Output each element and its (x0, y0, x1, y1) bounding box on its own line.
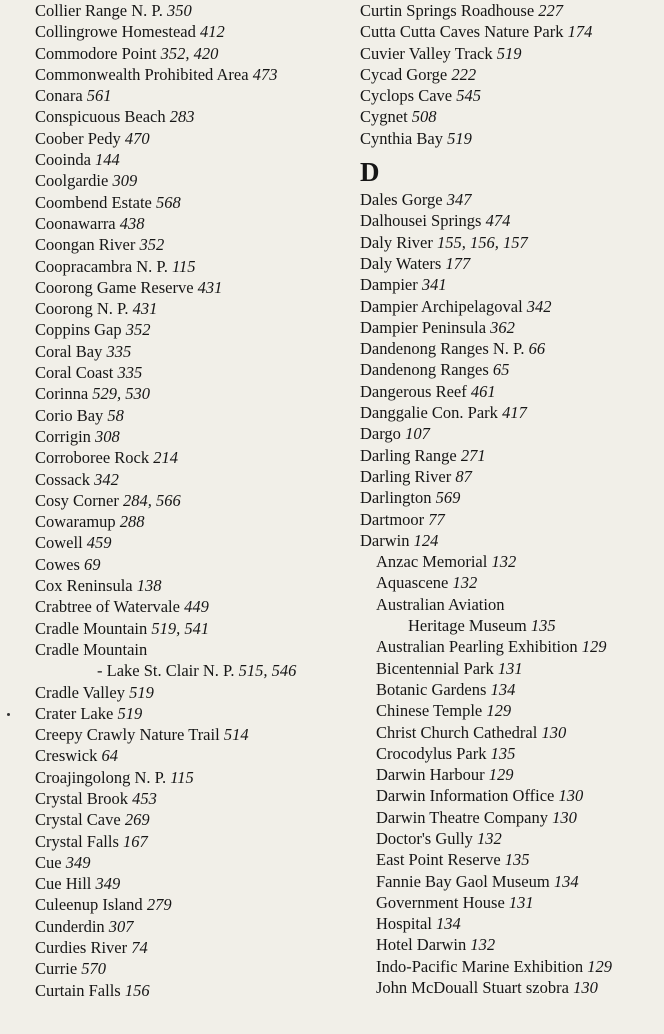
entry-pages: 284, 566 (123, 490, 181, 510)
entry-name: Corinna (35, 384, 89, 404)
entry-name: Darwin Harbour (376, 765, 485, 785)
entry-pages: 124 (413, 530, 439, 550)
entry-pages: 227 (538, 1, 564, 20)
index-entry (360, 679, 660, 700)
entry-pages: 519 (129, 682, 154, 702)
entry-pages: 132 (477, 828, 502, 848)
index-entry (35, 319, 345, 340)
entry-name: Daly River (360, 232, 433, 252)
index-entry (35, 788, 345, 809)
entry-name: Dartmoor (360, 509, 425, 529)
entry-pages: 58 (107, 405, 124, 425)
index-entry (35, 490, 345, 511)
entry-name: Darwin Theatre Company (376, 807, 548, 827)
entry-pages: 470 (124, 128, 150, 148)
index-entry (360, 764, 660, 785)
entry-pages: 132 (491, 552, 517, 572)
entry-pages: 74 (131, 938, 148, 958)
entry-name: Cradle Mountain (35, 618, 148, 638)
entry-pages: 349 (95, 874, 121, 894)
entry-pages: 131 (508, 892, 534, 912)
index-entry (35, 958, 345, 979)
entry-pages: 362 (490, 317, 515, 337)
entry-name: Doctor's Gully (376, 828, 473, 848)
index-entry (360, 509, 660, 530)
index-entry (35, 660, 345, 681)
entry-name: Cowell (35, 533, 83, 553)
entry-name: Dampier (360, 275, 418, 295)
section-letter-d: D (360, 157, 380, 188)
index-entry (35, 213, 345, 234)
entry-name: Dandenong Ranges (360, 360, 489, 380)
index-entry (360, 466, 660, 487)
entry-name: Coonawarra (35, 213, 116, 233)
entry-pages: 474 (485, 211, 511, 231)
entry-name: Daly Waters (360, 253, 442, 273)
index-entry (35, 64, 345, 85)
entry-pages: 335 (117, 363, 143, 383)
entry-name: Cynthia Bay (360, 128, 443, 148)
entry-name: Aquascene (376, 573, 449, 593)
index-entry (360, 210, 660, 231)
index-group-c-continued (360, 0, 660, 149)
entry-pages: 307 (108, 916, 134, 936)
entry-name: Cunderdin (35, 916, 105, 936)
entry-name: Creswick (35, 746, 98, 766)
entry-pages: 107 (405, 424, 430, 444)
index-entry (35, 724, 345, 745)
index-entry (360, 381, 660, 402)
entry-name: Indo-Pacific Marine Exhibition (376, 956, 584, 976)
entry-pages: 309 (112, 171, 138, 191)
index-entry (360, 913, 660, 934)
entry-name: Conara (35, 86, 83, 106)
index-entry (35, 894, 345, 915)
entry-name: Coral Coast (35, 363, 114, 383)
entry-name: Crabtree of Watervale (35, 597, 180, 617)
index-entry (360, 402, 660, 423)
entry-pages: 352, 420 (160, 43, 219, 63)
entry-pages: 177 (445, 253, 471, 273)
entry-name: Croajingolong N. P. (35, 767, 167, 787)
speck (7, 713, 10, 716)
entry-name: Heritage Museum (408, 616, 527, 636)
index-entry (360, 85, 660, 106)
entry-name: Hotel Darwin (376, 935, 467, 955)
entry-pages: 461 (470, 381, 496, 401)
index-entry (35, 767, 345, 788)
entry-name: Darlington (360, 488, 432, 508)
entry-pages: 65 (492, 360, 510, 380)
entry-name: Cowes (35, 554, 80, 574)
index-entry (35, 639, 345, 660)
index-entry (360, 338, 660, 359)
index-entry (360, 743, 660, 764)
index-entry (35, 128, 345, 149)
entry-pages: 347 (446, 190, 472, 210)
entry-name: Coongan River (35, 235, 136, 255)
index-entry (360, 636, 660, 657)
entry-name: Australian Pearling Exhibition (376, 637, 578, 657)
index-entry (35, 511, 345, 532)
index-entry (35, 873, 345, 894)
entry-pages: 519 (496, 43, 522, 63)
entry-pages: 129 (581, 637, 607, 657)
entry-name: Cooinda (35, 150, 91, 170)
entry-name: Coral Bay (35, 341, 103, 361)
entry-name: Botanic Gardens (376, 679, 487, 699)
entry-name: - Lake St. Clair N. P. (97, 661, 235, 681)
entry-pages: 349 (65, 852, 91, 872)
entry-pages: 174 (567, 22, 593, 42)
index-entry (35, 447, 345, 468)
entry-name: Government House (376, 892, 505, 912)
index-entry (360, 956, 660, 977)
index-entry (35, 809, 345, 830)
index-entry (35, 426, 345, 447)
entry-name: Danggalie Con. Park (360, 403, 498, 423)
entry-pages: 132 (470, 935, 496, 955)
entry-pages: 570 (81, 959, 107, 979)
entry-name: Crocodylus Park (376, 743, 487, 763)
index-entry (35, 170, 345, 191)
entry-pages: 529, 530 (92, 384, 151, 404)
index-entry (360, 43, 660, 64)
entry-name: Culeenup Island (35, 895, 143, 915)
entry-name: Curdies River (35, 938, 128, 958)
entry-pages: 129 (486, 701, 512, 721)
entry-name: Conspicuous Beach (35, 107, 166, 127)
index-entry (360, 849, 660, 870)
entry-pages: 135 (530, 616, 556, 636)
index-entry (360, 274, 660, 295)
entry-name: Commonwealth Prohibited Area (35, 64, 249, 84)
entry-name: Crater Lake (35, 703, 114, 723)
entry-pages: 561 (86, 86, 112, 106)
index-entry (35, 937, 345, 958)
index-entry (360, 21, 660, 42)
entry-pages: 283 (169, 107, 195, 127)
index-entry (35, 106, 345, 127)
entry-name: Corrigin (35, 426, 91, 446)
entry-name: Cradle Mountain (35, 639, 148, 659)
entry-name: Commodore Point (35, 43, 157, 63)
entry-pages: 431 (132, 299, 158, 319)
index-entry (360, 0, 660, 21)
entry-pages: 87 (455, 466, 472, 486)
entry-name: Cradle Valley (35, 682, 125, 702)
index-entry (35, 618, 345, 639)
entry-pages: 514 (223, 725, 249, 745)
index-entry (360, 232, 660, 253)
index-entry (35, 596, 345, 617)
index-entry (35, 43, 345, 64)
entry-name: Dandenong Ranges N. P. (360, 339, 525, 359)
entry-pages: 288 (119, 512, 145, 532)
entry-name: Cosy Corner (35, 490, 119, 510)
index-entry (360, 317, 660, 338)
entry-name: Darling Range (360, 445, 457, 465)
entry-pages: 342 (526, 296, 552, 316)
entry-name: Dampier Peninsula (360, 317, 487, 337)
entry-name: Coombend Estate (35, 192, 152, 212)
entry-name: Cox Reninsula (35, 576, 133, 596)
entry-name: Cowaramup (35, 512, 116, 532)
entry-pages: 568 (155, 192, 181, 212)
entry-name: Curtin Springs Roadhouse (360, 1, 535, 20)
entry-name: Anzac Memorial (376, 552, 488, 572)
entry-pages: 352 (139, 235, 165, 255)
entry-name: Curtain Falls (35, 980, 121, 1000)
entry-pages: 155, 156, 157 (436, 232, 528, 252)
entry-name: Darwin Information Office (376, 786, 555, 806)
index-entry (35, 0, 345, 21)
index-entry (360, 530, 660, 551)
entry-pages: 130 (558, 786, 584, 806)
entry-pages: 214 (153, 448, 178, 468)
entry-name: Coopracambra N. P. (35, 256, 168, 276)
index-entry (360, 572, 660, 593)
index-entry (360, 445, 660, 466)
entry-name: John McDouall Stuart szobra (376, 978, 569, 998)
entry-pages: 129 (587, 956, 612, 976)
entry-pages: 64 (101, 746, 118, 766)
index-entry (35, 852, 345, 873)
entry-name: Cyclops Cave (360, 86, 453, 106)
index-entry (360, 296, 660, 317)
entry-name: Dargo (360, 424, 401, 444)
entry-pages: 431 (197, 277, 223, 297)
entry-pages: 134 (490, 679, 516, 699)
index-entry (360, 128, 660, 149)
index-entry (35, 298, 345, 319)
entry-name: Corio Bay (35, 405, 104, 425)
index-entry (35, 745, 345, 766)
entry-pages: 131 (497, 658, 523, 678)
entry-pages: 135 (504, 850, 530, 870)
entry-name: Cue Hill (35, 874, 92, 894)
entry-name: Coppins Gap (35, 320, 122, 340)
index-entry (35, 532, 345, 553)
index-entry (35, 149, 345, 170)
index-entry (35, 277, 345, 298)
entry-pages: 350 (167, 1, 192, 20)
entry-name: Hospital (376, 914, 432, 934)
entry-name: Darling River (360, 466, 452, 486)
index-entry (360, 551, 660, 572)
entry-pages: 271 (460, 445, 486, 465)
index-entry (35, 703, 345, 724)
index-entry (35, 682, 345, 703)
entry-name: Christ Church Cathedral (376, 722, 538, 742)
index-entry (360, 189, 660, 210)
entry-pages: 167 (123, 831, 148, 851)
entry-name: Fannie Bay Gaol Museum (376, 871, 550, 891)
entry-name: Cue (35, 852, 62, 872)
entry-name: East Point Reserve (376, 850, 501, 870)
index-entry (35, 469, 345, 490)
index-entry (360, 106, 660, 127)
entry-pages: 519 (117, 703, 143, 723)
index-entry (360, 892, 660, 913)
index-entry (360, 934, 660, 955)
entry-name: Crystal Brook (35, 788, 129, 808)
entry-pages: 130 (573, 978, 598, 998)
index-column-left (35, 0, 345, 1001)
entry-name: Dalhousei Springs (360, 211, 482, 231)
index-entry (35, 980, 345, 1001)
index-entry (360, 253, 660, 274)
entry-name: Collier Range N. P. (35, 1, 163, 20)
entry-pages: 417 (502, 403, 527, 423)
index-entry (360, 594, 660, 615)
index-entry (35, 341, 345, 362)
entry-pages: 269 (124, 810, 150, 830)
entry-pages: 449 (184, 597, 209, 617)
index-entry (35, 85, 345, 106)
entry-pages: 473 (252, 64, 278, 84)
entry-name: Cygnet (360, 107, 408, 127)
index-entry (360, 615, 660, 636)
entry-pages: 129 (488, 765, 514, 785)
entry-name: Coorong Game Reserve (35, 277, 194, 297)
entry-name: Chinese Temple (376, 701, 483, 721)
index-entry (35, 831, 345, 852)
entry-pages: 144 (95, 150, 120, 170)
entry-pages: 77 (428, 509, 445, 529)
index-entry (35, 21, 345, 42)
entry-name: Dampier Archipelagoval (360, 296, 523, 316)
index-entry (360, 977, 660, 998)
index-entry (35, 192, 345, 213)
index-entry (360, 722, 660, 743)
index-entry (35, 362, 345, 383)
entry-pages: 130 (552, 807, 577, 827)
entry-pages: 352 (125, 320, 151, 340)
entry-pages: 569 (435, 488, 461, 508)
entry-name: Dales Gorge (360, 190, 443, 210)
index-entry (360, 807, 660, 828)
entry-name: Coober Pedy (35, 128, 121, 148)
entry-pages: 335 (106, 341, 132, 361)
index-entry (360, 700, 660, 721)
entry-pages: 135 (490, 743, 516, 763)
entry-pages: 138 (136, 576, 162, 596)
entry-name: Cuvier Valley Track (360, 43, 493, 63)
entry-pages: 519, 541 (151, 618, 210, 638)
entry-pages: 69 (84, 554, 101, 574)
entry-pages: 66 (528, 339, 546, 359)
entry-pages: 134 (553, 871, 579, 891)
entry-pages: 438 (119, 213, 145, 233)
index-group-d (360, 189, 660, 998)
entry-pages: 130 (541, 722, 567, 742)
entry-pages: 156 (124, 980, 150, 1000)
entry-pages: 222 (451, 64, 477, 84)
entry-name: Collingrowe Homestead (35, 22, 196, 42)
entry-pages: 134 (436, 914, 461, 934)
index-column-right (360, 0, 660, 998)
entry-pages: 342 (94, 469, 119, 489)
index-entry (35, 256, 345, 277)
entry-pages: 279 (146, 895, 172, 915)
index-entry (360, 359, 660, 380)
entry-pages: 519 (447, 128, 472, 148)
entry-pages: 545 (456, 86, 481, 106)
index-entry (360, 423, 660, 444)
entry-name: Darwin (360, 530, 410, 550)
entry-pages: 459 (86, 533, 112, 553)
entry-name: Australian Aviation (376, 594, 505, 614)
entry-name: Cutta Cutta Caves Nature Park (360, 22, 564, 42)
entry-pages: 115 (170, 767, 194, 787)
index-entry (35, 405, 345, 426)
entry-pages: 508 (411, 107, 437, 127)
entry-name: Dangerous Reef (360, 381, 467, 401)
entry-name: Coolgardie (35, 171, 109, 191)
entry-name: Cossack (35, 469, 90, 489)
entry-pages: 341 (421, 275, 447, 295)
index-entry (360, 64, 660, 85)
entry-name: Crystal Falls (35, 831, 119, 851)
index-entry (360, 871, 660, 892)
index-entry (360, 785, 660, 806)
entry-pages: 132 (452, 573, 478, 593)
index-entry (35, 234, 345, 255)
entry-name: Creepy Crawly Nature Trail (35, 725, 220, 745)
index-entry (35, 916, 345, 937)
entry-pages: 308 (95, 426, 120, 446)
index-entry (360, 658, 660, 679)
index-entry (35, 554, 345, 575)
entry-name: Crystal Cave (35, 810, 121, 830)
index-entry (35, 383, 345, 404)
index-entry (360, 828, 660, 849)
entry-name: Cycad Gorge (360, 64, 448, 84)
entry-name: Coorong N. P. (35, 299, 129, 319)
entry-name: Currie (35, 959, 78, 979)
entry-pages: 453 (132, 788, 157, 808)
entry-pages: 412 (199, 22, 225, 42)
index-entry (360, 487, 660, 508)
entry-name: Corroboree Rock (35, 448, 150, 468)
index-entry (35, 575, 345, 596)
entry-pages: 115 (172, 256, 196, 276)
entry-pages: 515, 546 (238, 661, 297, 681)
entry-name: Bicentennial Park (376, 658, 494, 678)
